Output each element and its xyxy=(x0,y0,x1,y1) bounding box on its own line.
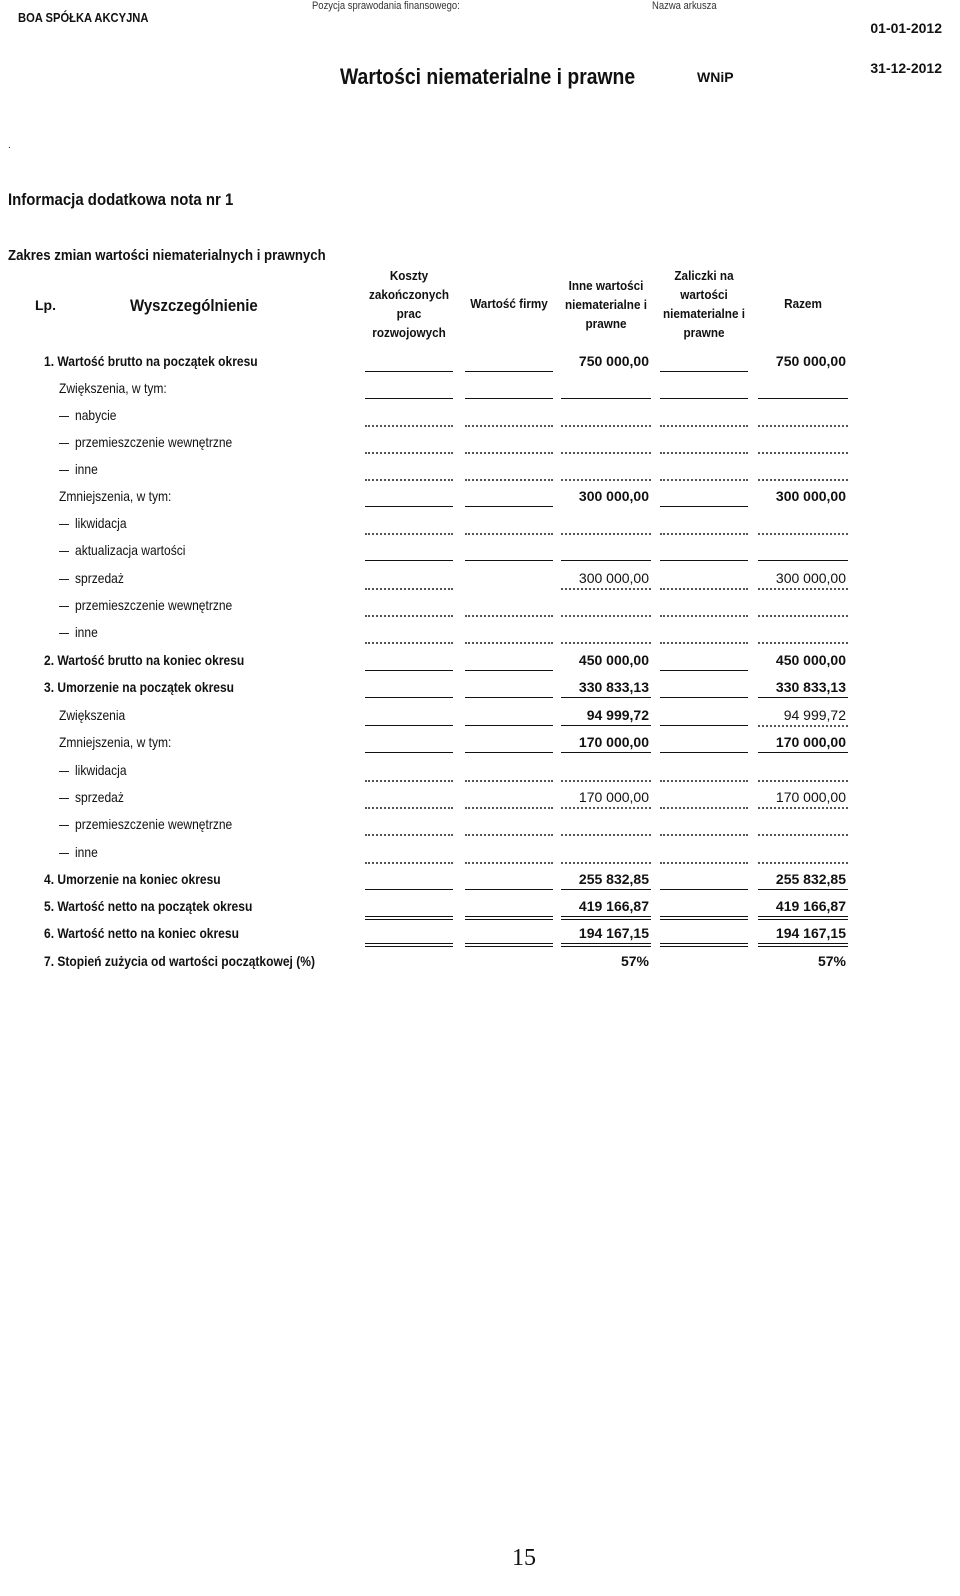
cell xyxy=(365,730,453,753)
cell xyxy=(561,376,651,399)
dot-mark: . xyxy=(8,140,11,151)
dash-marker xyxy=(59,798,69,799)
cell xyxy=(365,785,453,809)
cell xyxy=(758,758,848,782)
cell: 170 000,00 xyxy=(758,730,848,753)
row-label: Zwiększenia, w tym: xyxy=(59,380,167,396)
cell xyxy=(758,812,848,836)
column-header-goodwill: Wartość firmy xyxy=(470,296,548,311)
row-label: 6. Wartość netto na koniec okresu xyxy=(44,925,239,941)
table-row xyxy=(0,457,960,484)
cell xyxy=(660,758,748,782)
table-row xyxy=(0,349,960,376)
position-label: Pozycja sprawodania finansowego: xyxy=(312,0,460,12)
cell xyxy=(660,430,748,454)
column-header-description: Wyszczególnienie xyxy=(130,296,258,315)
cell xyxy=(660,511,748,535)
row-label: inne xyxy=(75,461,98,477)
cell xyxy=(365,812,453,836)
period-end-date: 31-12-2012 xyxy=(870,60,942,76)
cell xyxy=(561,511,651,535)
cell: 194 167,15 xyxy=(758,921,848,947)
cell: 57% xyxy=(620,953,649,969)
table-row xyxy=(0,593,960,620)
cell xyxy=(561,430,651,454)
cell xyxy=(660,349,748,372)
row-label: 5. Wartość netto na początek okresu xyxy=(44,898,253,914)
table-row xyxy=(0,730,960,757)
page-number: 15 xyxy=(512,1545,536,1571)
cell xyxy=(365,921,453,947)
cell xyxy=(365,593,453,617)
cell: 450 000,00 xyxy=(775,652,846,668)
cell xyxy=(365,758,453,782)
cell xyxy=(561,593,651,617)
cell xyxy=(758,538,848,561)
row-label: sprzedaż xyxy=(75,570,124,586)
dash-marker xyxy=(59,470,69,471)
cell xyxy=(365,949,453,971)
dash-marker xyxy=(59,633,69,634)
dash-marker xyxy=(59,606,69,607)
cell: 255 832,85 xyxy=(561,867,651,890)
cell xyxy=(660,730,748,753)
cell xyxy=(660,840,748,864)
cell xyxy=(660,949,748,971)
cell xyxy=(465,921,553,947)
cell: 170 000,00 xyxy=(561,730,651,753)
cell xyxy=(365,648,453,671)
table-row xyxy=(0,376,960,403)
cell xyxy=(465,538,553,561)
cell xyxy=(365,894,453,920)
cell xyxy=(365,484,453,507)
period-start-date: 01-01-2012 xyxy=(870,20,942,36)
cell xyxy=(660,484,748,507)
cell xyxy=(465,949,553,971)
cell xyxy=(758,593,848,617)
table-row xyxy=(0,675,960,702)
cell xyxy=(465,349,553,372)
cell: 300 000,00 xyxy=(775,488,846,504)
cell xyxy=(365,376,453,399)
table-row xyxy=(0,538,960,565)
row-label: Zmniejszenia, w tym: xyxy=(59,488,172,504)
cell xyxy=(660,593,748,617)
row-label: inne xyxy=(75,844,98,860)
row-label: sprzedaż xyxy=(75,789,124,805)
cell: 419 166,87 xyxy=(758,894,848,920)
cell: 194 167,15 xyxy=(561,921,651,947)
dash-marker xyxy=(59,771,69,772)
row-label: Zmniejszenia, w tym: xyxy=(59,734,172,750)
note-title: Informacja dodatkowa nota nr 1 xyxy=(8,190,234,209)
cell xyxy=(758,376,848,399)
cell: 300 000,00 xyxy=(561,566,651,590)
cell xyxy=(660,867,748,890)
page-title: Wartości niematerialne i prawne xyxy=(340,64,636,89)
row-label: przemieszczenie wewnętrzne xyxy=(75,597,233,613)
cell: 330 833,13 xyxy=(758,675,848,698)
table-row xyxy=(0,867,960,894)
cell xyxy=(365,675,453,698)
dash-marker xyxy=(59,416,69,417)
table-row xyxy=(0,921,960,948)
company-name: BOA SPÓŁKA AKCYJNA xyxy=(18,10,149,25)
cell xyxy=(465,758,553,782)
dash-marker xyxy=(59,825,69,826)
cell xyxy=(465,867,553,890)
cell: 330 833,13 xyxy=(561,675,651,698)
cell xyxy=(660,648,748,671)
cell: 750 000,00 xyxy=(578,353,649,369)
row-label: 1. Wartość brutto na początek okresu xyxy=(44,353,258,369)
cell xyxy=(365,620,453,644)
cell xyxy=(561,538,651,561)
cell xyxy=(465,511,553,535)
cell xyxy=(465,620,553,644)
table-row xyxy=(0,511,960,538)
cell: 94 999,72 xyxy=(561,703,651,726)
row-label: 4. Umorzenie na koniec okresu xyxy=(44,871,221,887)
cell xyxy=(465,430,553,454)
cell xyxy=(758,403,848,427)
table-row xyxy=(0,648,960,675)
column-header-other-intangibles: Inne wartości niematerialne i prawne xyxy=(565,278,647,331)
cell: 94 999,72 xyxy=(758,703,848,727)
cell: 170 000,00 xyxy=(561,785,651,809)
cell xyxy=(365,867,453,890)
cell xyxy=(465,403,553,427)
cell xyxy=(465,894,553,920)
table-row xyxy=(0,566,960,593)
table-row xyxy=(0,703,960,730)
cell xyxy=(660,894,748,920)
cell xyxy=(465,376,553,399)
table-title: Zakres zmian wartości niematerialnych i prawnych xyxy=(8,247,326,264)
column-header-lp: Lp. xyxy=(35,297,56,313)
cell xyxy=(365,538,453,561)
sheet-code: WNiP xyxy=(697,69,734,85)
cell xyxy=(660,376,748,399)
cell xyxy=(365,430,453,454)
table-row xyxy=(0,758,960,785)
row-label: 2. Wartość brutto na koniec okresu xyxy=(44,652,245,668)
table-row xyxy=(0,840,960,867)
row-label: 7. Stopień zużycia od wartości początkowej (%) xyxy=(44,953,315,969)
table-row xyxy=(0,785,960,812)
cell xyxy=(465,812,553,836)
table-row xyxy=(0,812,960,839)
row-label: 3. Umorzenie na początek okresu xyxy=(44,679,235,695)
cell xyxy=(561,457,651,481)
cell xyxy=(365,403,453,427)
cell xyxy=(660,785,748,809)
cell xyxy=(758,511,848,535)
sheet-name-label: Nazwa arkusza xyxy=(652,0,717,12)
cell xyxy=(365,457,453,481)
table-row xyxy=(0,403,960,430)
row-label: likwidacja xyxy=(75,762,127,778)
cell xyxy=(660,620,748,644)
cell xyxy=(465,675,553,698)
column-header-development-costs: Koszty zakończonych prac rozwojowych xyxy=(369,268,449,340)
cell xyxy=(365,566,453,590)
cell xyxy=(365,349,453,372)
cell: 300 000,00 xyxy=(758,566,848,590)
cell xyxy=(465,703,553,726)
cell xyxy=(758,840,848,864)
table-row xyxy=(0,484,960,511)
dash-marker xyxy=(59,443,69,444)
cell: 255 832,85 xyxy=(758,867,848,890)
row-label: przemieszczenie wewnętrzne xyxy=(75,816,233,832)
cell xyxy=(561,403,651,427)
table-row xyxy=(0,430,960,457)
cell: 170 000,00 xyxy=(758,785,848,809)
cell xyxy=(660,921,748,947)
cell xyxy=(365,703,453,726)
cell xyxy=(465,785,553,809)
cell: 750 000,00 xyxy=(775,353,846,369)
cell: 419 166,87 xyxy=(561,894,651,920)
dash-marker xyxy=(59,579,69,580)
cell xyxy=(660,675,748,698)
cell: 450 000,00 xyxy=(578,652,649,668)
cell xyxy=(660,538,748,561)
table-row xyxy=(0,894,960,921)
row-label: aktualizacja wartości xyxy=(75,542,186,558)
cell xyxy=(465,593,553,617)
dash-marker xyxy=(59,853,69,854)
cell xyxy=(465,457,553,481)
row-label: przemieszczenie wewnętrzne xyxy=(75,434,233,450)
cell xyxy=(660,566,748,590)
table-row xyxy=(0,620,960,647)
row-label: likwidacja xyxy=(75,515,127,531)
column-header-total: Razem xyxy=(784,296,822,311)
cell xyxy=(465,648,553,671)
cell xyxy=(561,758,651,782)
cell xyxy=(561,840,651,864)
table-row xyxy=(0,949,960,976)
cell xyxy=(660,812,748,836)
cell xyxy=(365,840,453,864)
column-header-advances: Zaliczki na wartości niematerialne i prawne xyxy=(663,268,745,340)
cell xyxy=(465,484,553,507)
cell xyxy=(660,703,748,726)
cell xyxy=(758,457,848,481)
dash-marker xyxy=(59,551,69,552)
cell xyxy=(561,620,651,644)
cell: 57% xyxy=(817,953,846,969)
cell xyxy=(465,840,553,864)
cell xyxy=(758,430,848,454)
cell xyxy=(465,566,553,588)
row-label: nabycie xyxy=(75,407,117,423)
row-label: inne xyxy=(75,624,98,640)
cell: 300 000,00 xyxy=(578,488,649,504)
cell xyxy=(660,403,748,427)
row-label: Zwiększenia xyxy=(59,707,126,723)
cell xyxy=(758,620,848,644)
cell xyxy=(660,457,748,481)
cell xyxy=(465,730,553,753)
cell xyxy=(561,812,651,836)
dash-marker xyxy=(59,524,69,525)
cell xyxy=(365,511,453,535)
